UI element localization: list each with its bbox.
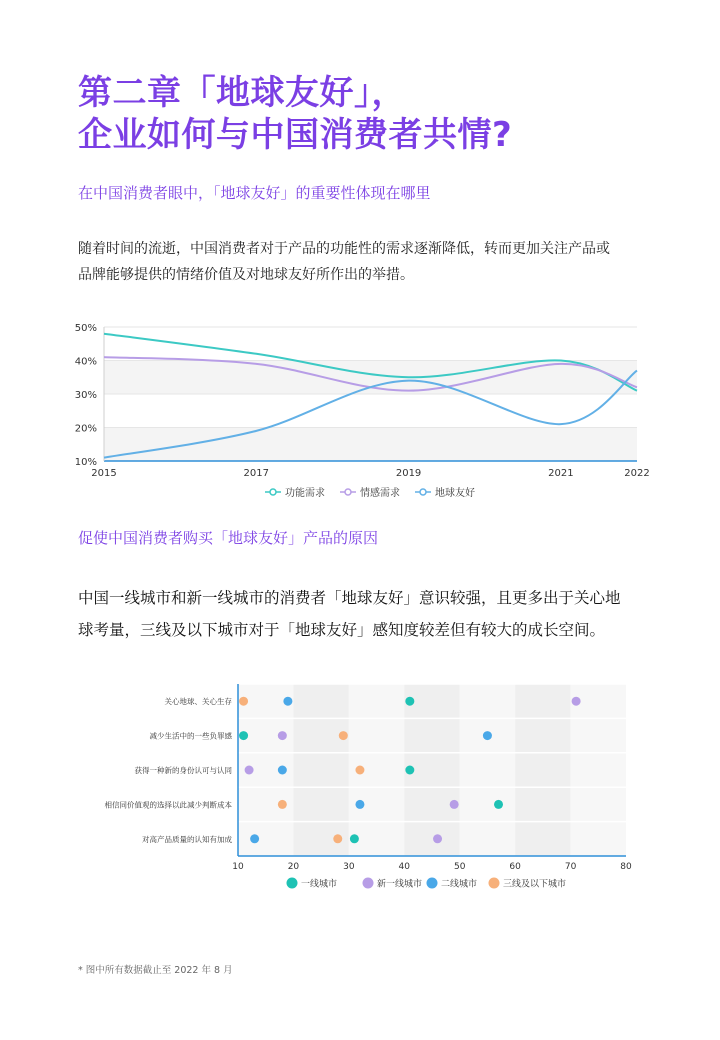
x-tick-label: 2021: [548, 468, 574, 479]
scatter-point-2-4: [250, 834, 259, 843]
y-tick-label: 40%: [74, 356, 97, 368]
x-tick-label: 10: [232, 862, 244, 872]
x-tick-label: 2017: [243, 468, 270, 479]
scatter-point-3-2: [355, 766, 364, 775]
grid-band: [104, 394, 637, 428]
legend-swatch-marker: [420, 489, 426, 495]
x-tick-label: 50: [453, 862, 466, 872]
legend-label: 情感需求: [360, 488, 400, 499]
x-tick-label: 70: [564, 862, 577, 872]
y-tick-label: 20%: [74, 423, 97, 435]
x-tick-label: 60: [509, 862, 521, 872]
x-tick-label: 2022: [624, 468, 650, 479]
legend-label: 新一线城市: [377, 879, 423, 890]
legend-label: 功能需求: [285, 488, 325, 499]
scatter-point-2-1: [483, 731, 492, 740]
category-label: 相信同价值观的选择以此减少判断成本: [104, 800, 232, 810]
section2-line2: 球考量，三线及以下城市对于「地球友好」感知度较差但有较大的成长空间。: [78, 621, 606, 639]
legend-swatch-marker: [270, 489, 276, 495]
line-chart: [70, 316, 660, 506]
scatter-point-0-2: [405, 766, 414, 775]
scatter-point-1-2: [245, 766, 254, 775]
scatter-point-0-3: [494, 800, 503, 809]
legend-swatch-marker: [345, 489, 351, 495]
scatter-point-1-3: [450, 800, 459, 809]
chapter-title-line1: 第二章「地球友好」，: [78, 73, 406, 113]
legend-swatch: [427, 878, 438, 889]
section1-paragraph: [78, 236, 648, 288]
chapter-title-line2: 企业如何与中国消费者共情?: [78, 115, 513, 155]
scatter-point-2-2: [278, 766, 287, 775]
legend-swatch: [287, 878, 298, 889]
legend-label: 二线城市: [441, 879, 478, 890]
grid-band: [293, 684, 348, 856]
section2-line1: 中国一线城市和新一线城市的消费者「地球友好」意识较强，且更多出于关心地: [78, 589, 621, 607]
x-tick-label: 2015: [91, 468, 117, 479]
scatter-point-3-0: [239, 697, 248, 706]
legend-label: 三线及以下城市: [503, 879, 567, 890]
y-tick-label: 30%: [74, 390, 97, 401]
legend-swatch: [489, 878, 500, 889]
section2-heading: 促使中国消费者购买「地球友好」产品的原因: [78, 529, 379, 547]
scatter-point-1-4: [433, 834, 442, 843]
scatter-point-3-4: [333, 834, 342, 843]
y-tick-label: 50%: [74, 323, 97, 334]
section1-line1: 随着时间的流逝，中国消费者对于产品的功能性的需求逐渐降低，转而更加关注产品或: [78, 241, 610, 257]
x-tick-label: 30: [343, 862, 355, 872]
y-tick-label: 10%: [74, 457, 97, 468]
grid-band: [571, 684, 626, 856]
section1-heading: 在中国消费者眼中，「地球友好」的重要性体现在哪里: [78, 184, 431, 202]
x-tick-label: 2019: [395, 468, 422, 479]
grid-band: [460, 684, 515, 856]
scatter-point-0-1: [239, 731, 248, 740]
scatter-chart: [70, 676, 650, 898]
category-label: 关心地球、关心生存: [164, 697, 232, 707]
scatter-point-0-0: [405, 697, 414, 706]
scatter-point-2-3: [355, 800, 364, 809]
legend-label: 一线城市: [301, 879, 338, 890]
scatter-point-2-0: [283, 697, 292, 706]
scatter-point-1-1: [278, 731, 287, 740]
section2-paragraph: [78, 582, 648, 646]
category-label: 对高产品质量的认知有加成: [142, 834, 232, 844]
x-tick-label: 80: [620, 862, 632, 872]
legend-label: 地球友好: [435, 488, 475, 499]
legend-swatch: [363, 878, 374, 889]
scatter-point-3-1: [339, 731, 348, 740]
chapter-title: [78, 72, 512, 156]
scatter-point-0-4: [350, 834, 359, 843]
scatter-point-1-0: [572, 697, 581, 706]
grid-band: [515, 684, 570, 856]
category-label: 获得一种新的身份认可与认同: [134, 766, 232, 775]
section1-line2: 品牌能够提供的情绪价值及对地球友好所作出的举措。: [78, 267, 414, 283]
category-label: 减少生活中的一些负罪感: [149, 731, 232, 741]
footnote: * 图中所有数据截止至 2022 年 8 月: [78, 965, 233, 976]
scatter-point-3-3: [278, 800, 287, 809]
grid-band: [104, 361, 637, 395]
x-tick-label: 40: [398, 862, 411, 872]
x-tick-label: 20: [287, 862, 300, 872]
